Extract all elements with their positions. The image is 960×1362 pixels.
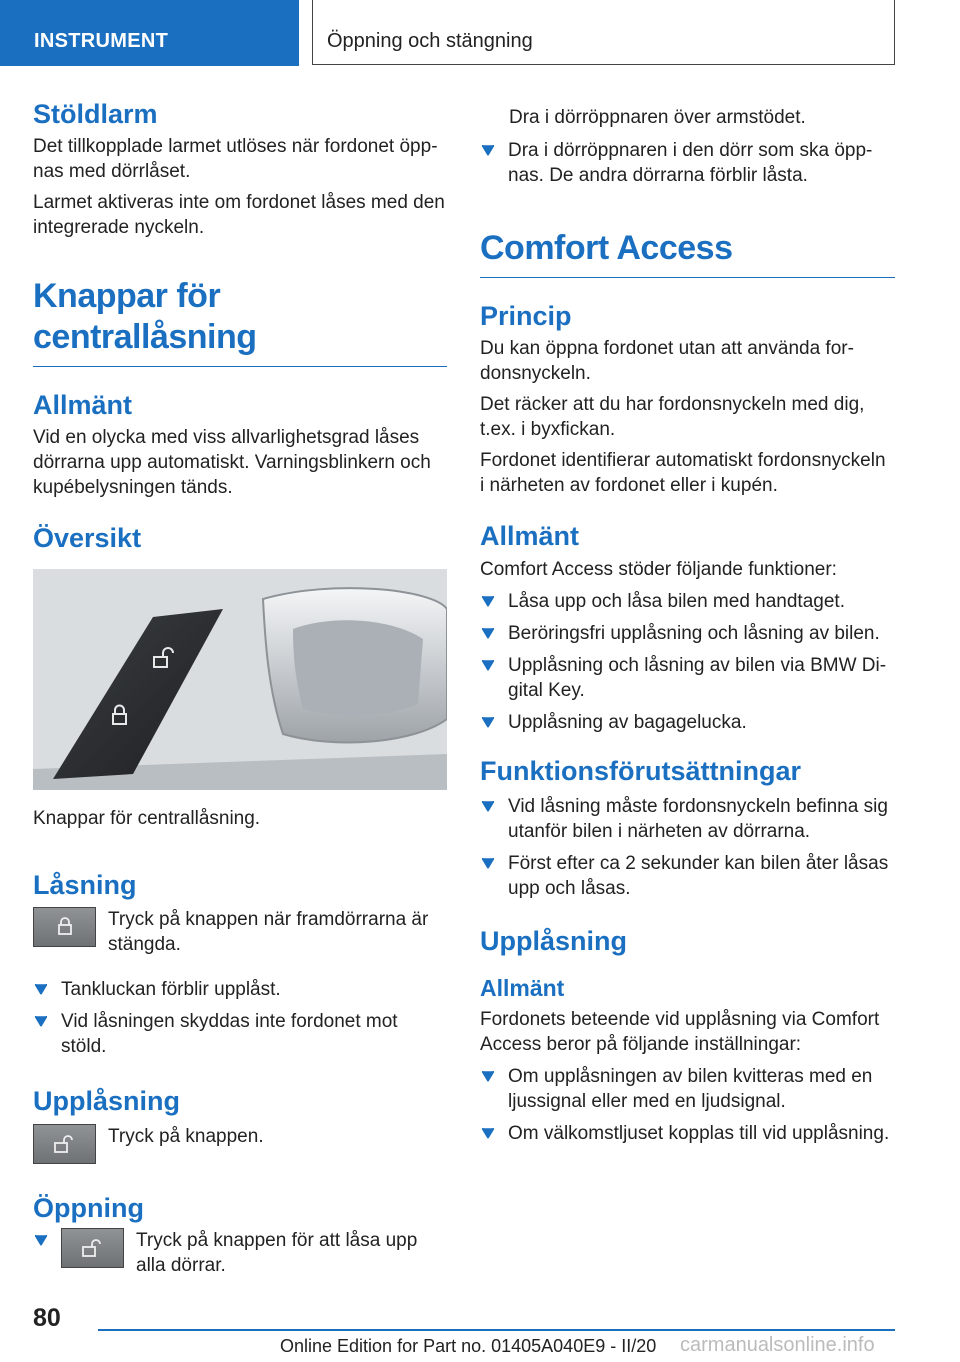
- bullet-text: Beröringsfri upplåsning och låsning av bilen.: [508, 622, 880, 644]
- text-allmant-right: Comfort Access stöder följande funktioner:: [480, 558, 837, 580]
- bullet-triangle-icon: [35, 1016, 47, 1026]
- bullet-continuation: [480, 138, 895, 188]
- bullet-triangle-icon: [482, 660, 494, 670]
- heading-upplasning-allmant: Allmänt: [480, 975, 565, 1002]
- footer-divider: [98, 1329, 895, 1331]
- bullet-text: Vid låsningen skyddas inte fordonet mot stöld.: [61, 1011, 398, 1058]
- bullet-triangle-icon: [482, 858, 494, 868]
- bullet-triangle-icon: [482, 717, 494, 727]
- heading-allmant-left: Allmänt: [33, 389, 133, 420]
- heading-princip: Princip: [480, 300, 572, 331]
- text-stoldlarm-2: Larmet aktiveras inte om fordonet låses med den integrerade nyckeln.: [33, 192, 445, 239]
- heading-allmant-right: Allmänt: [480, 521, 580, 552]
- text-princip-3: Fordonet identifierar automatiskt fordonsnyckeln i närheten av fordonet eller i kupén.: [480, 450, 886, 497]
- bullet-triangle-icon: [482, 628, 494, 638]
- text-oppning: Tryck på knappen för att låsa upp alla dörrar.: [136, 1229, 418, 1276]
- text-continuation: Dra i dörröppnaren över armstödet.: [509, 107, 806, 128]
- footer-edition: Online Edition for Part no. 01405A040E9 - II/20: [280, 1336, 657, 1356]
- bullet-text: Låsa upp och låsa bilen med handtaget.: [508, 590, 845, 612]
- bullet-lasning-2: [33, 1009, 447, 1059]
- unlock-icon: [51, 1132, 79, 1156]
- unlock-icon: [79, 1236, 107, 1260]
- bullet-triangle-icon: [482, 1071, 494, 1081]
- bullet-lasning-1: [33, 977, 447, 1002]
- watermark: carmanualsonline.info: [680, 1334, 875, 1356]
- oppning-row: [61, 1228, 447, 1278]
- bullet-text: Tankluckan förblir upplåst.: [61, 979, 281, 1001]
- bullet-text: Dra i dörröppnaren i den dörr som ska öppnas. De andra dörrarna förblir låsta.: [508, 140, 873, 186]
- bullet-triangle-icon: [35, 984, 47, 994]
- bullet-allmant-4: [480, 710, 895, 735]
- page-header: [0, 0, 960, 66]
- chapter-label: Öppning och stängning: [327, 30, 533, 52]
- lock-button-image: [33, 907, 96, 947]
- text-allmant-left: Vid en olycka med viss allvarlighetsgrad låses dörrarna upp automatiskt. Varningsblinkern och kupébelysningen tänds.: [33, 427, 431, 499]
- section-label: INSTRUMENT: [34, 30, 169, 52]
- text-stoldlarm-1: Det tillkopplade larmet utlöses när fordonet öppnas med dörrlåset.: [33, 136, 438, 183]
- text-princip-2: Det räcker att du har fordonsnyckeln med dig, t.ex. i byxfickan.: [480, 394, 865, 441]
- door-handle-illustration: [33, 569, 447, 790]
- heading-lasning: Låsning: [33, 869, 137, 900]
- heading-upplasning-right: Upplåsning: [480, 925, 627, 956]
- right-column: [480, 105, 895, 1146]
- left-column: [33, 98, 447, 1278]
- heading-oppning: Öppning: [33, 1192, 144, 1223]
- section-tab: [0, 0, 299, 66]
- unlock-button-image: [61, 1228, 124, 1268]
- bullet-triangle-icon: [482, 596, 494, 606]
- bullet-triangle-icon: [482, 145, 494, 155]
- page-number: 80: [33, 1304, 61, 1332]
- bullet-funktion-2: [480, 851, 895, 901]
- bullet-text: Upplåsning av bagagelucka.: [508, 711, 747, 733]
- heading-upplasning-left: Upplåsning: [33, 1086, 180, 1117]
- bullet-upplasning-1: [480, 1064, 895, 1114]
- bullet-allmant-2: [480, 621, 895, 646]
- text-upplasning-allmant: Fordonets beteende vid upplåsning via Comfort Access beror på följande inställningar:: [480, 1008, 880, 1055]
- bullet-oppning: [33, 1228, 447, 1278]
- text-upplasning-left: Tryck på knappen.: [108, 1125, 264, 1147]
- heading-funktion: Funktionsförutsättningar: [480, 755, 801, 786]
- bullet-upplasning-2: [480, 1121, 895, 1146]
- text-princip-1: Du kan öppna fordonet utan att använda fordonsnyckeln.: [480, 338, 854, 385]
- unlock-button-image: [33, 1124, 96, 1164]
- heading-stoldlarm: Stöldlarm: [33, 99, 158, 129]
- upplasning-row: [33, 1124, 447, 1164]
- bullet-allmant-3: [480, 653, 895, 703]
- bullet-allmant-1: [480, 589, 895, 614]
- heading-oversikt: Översikt: [33, 523, 142, 554]
- heading-knappar: Knappar för centrallåsning: [33, 276, 447, 367]
- bullet-text: Först efter ca 2 sekunder kan bilen åter låsas upp och låsas.: [508, 852, 889, 899]
- heading-comfort-access: Comfort Access: [480, 228, 895, 278]
- chapter-box: [312, 0, 895, 65]
- photo-caption: Knappar för centrallåsning.: [33, 807, 261, 829]
- bullet-text: Om upplåsningen av bilen kvitteras med en ljussignal eller med en ljudsignal.: [508, 1065, 873, 1112]
- bullet-triangle-icon: [35, 1235, 47, 1245]
- bullet-triangle-icon: [482, 1128, 494, 1138]
- bullet-text: Vid låsning måste fordonsnyckeln befinna sig utanför bilen i närheten av dörrarna.: [508, 795, 888, 842]
- bullet-text: Upplåsning och låsning av bilen via BMW Digital Key.: [508, 654, 887, 701]
- bullet-text: Om välkomstljuset kopplas till vid upplåsning.: [508, 1122, 890, 1144]
- lock-icon: [53, 915, 77, 939]
- bullet-triangle-icon: [482, 801, 494, 811]
- door-handle-photo: [33, 569, 447, 790]
- text-lasning: Tryck på knappen när framdörrarna är stängda.: [108, 909, 429, 956]
- lasning-row: [33, 907, 447, 957]
- bullet-funktion-1: [480, 794, 895, 844]
